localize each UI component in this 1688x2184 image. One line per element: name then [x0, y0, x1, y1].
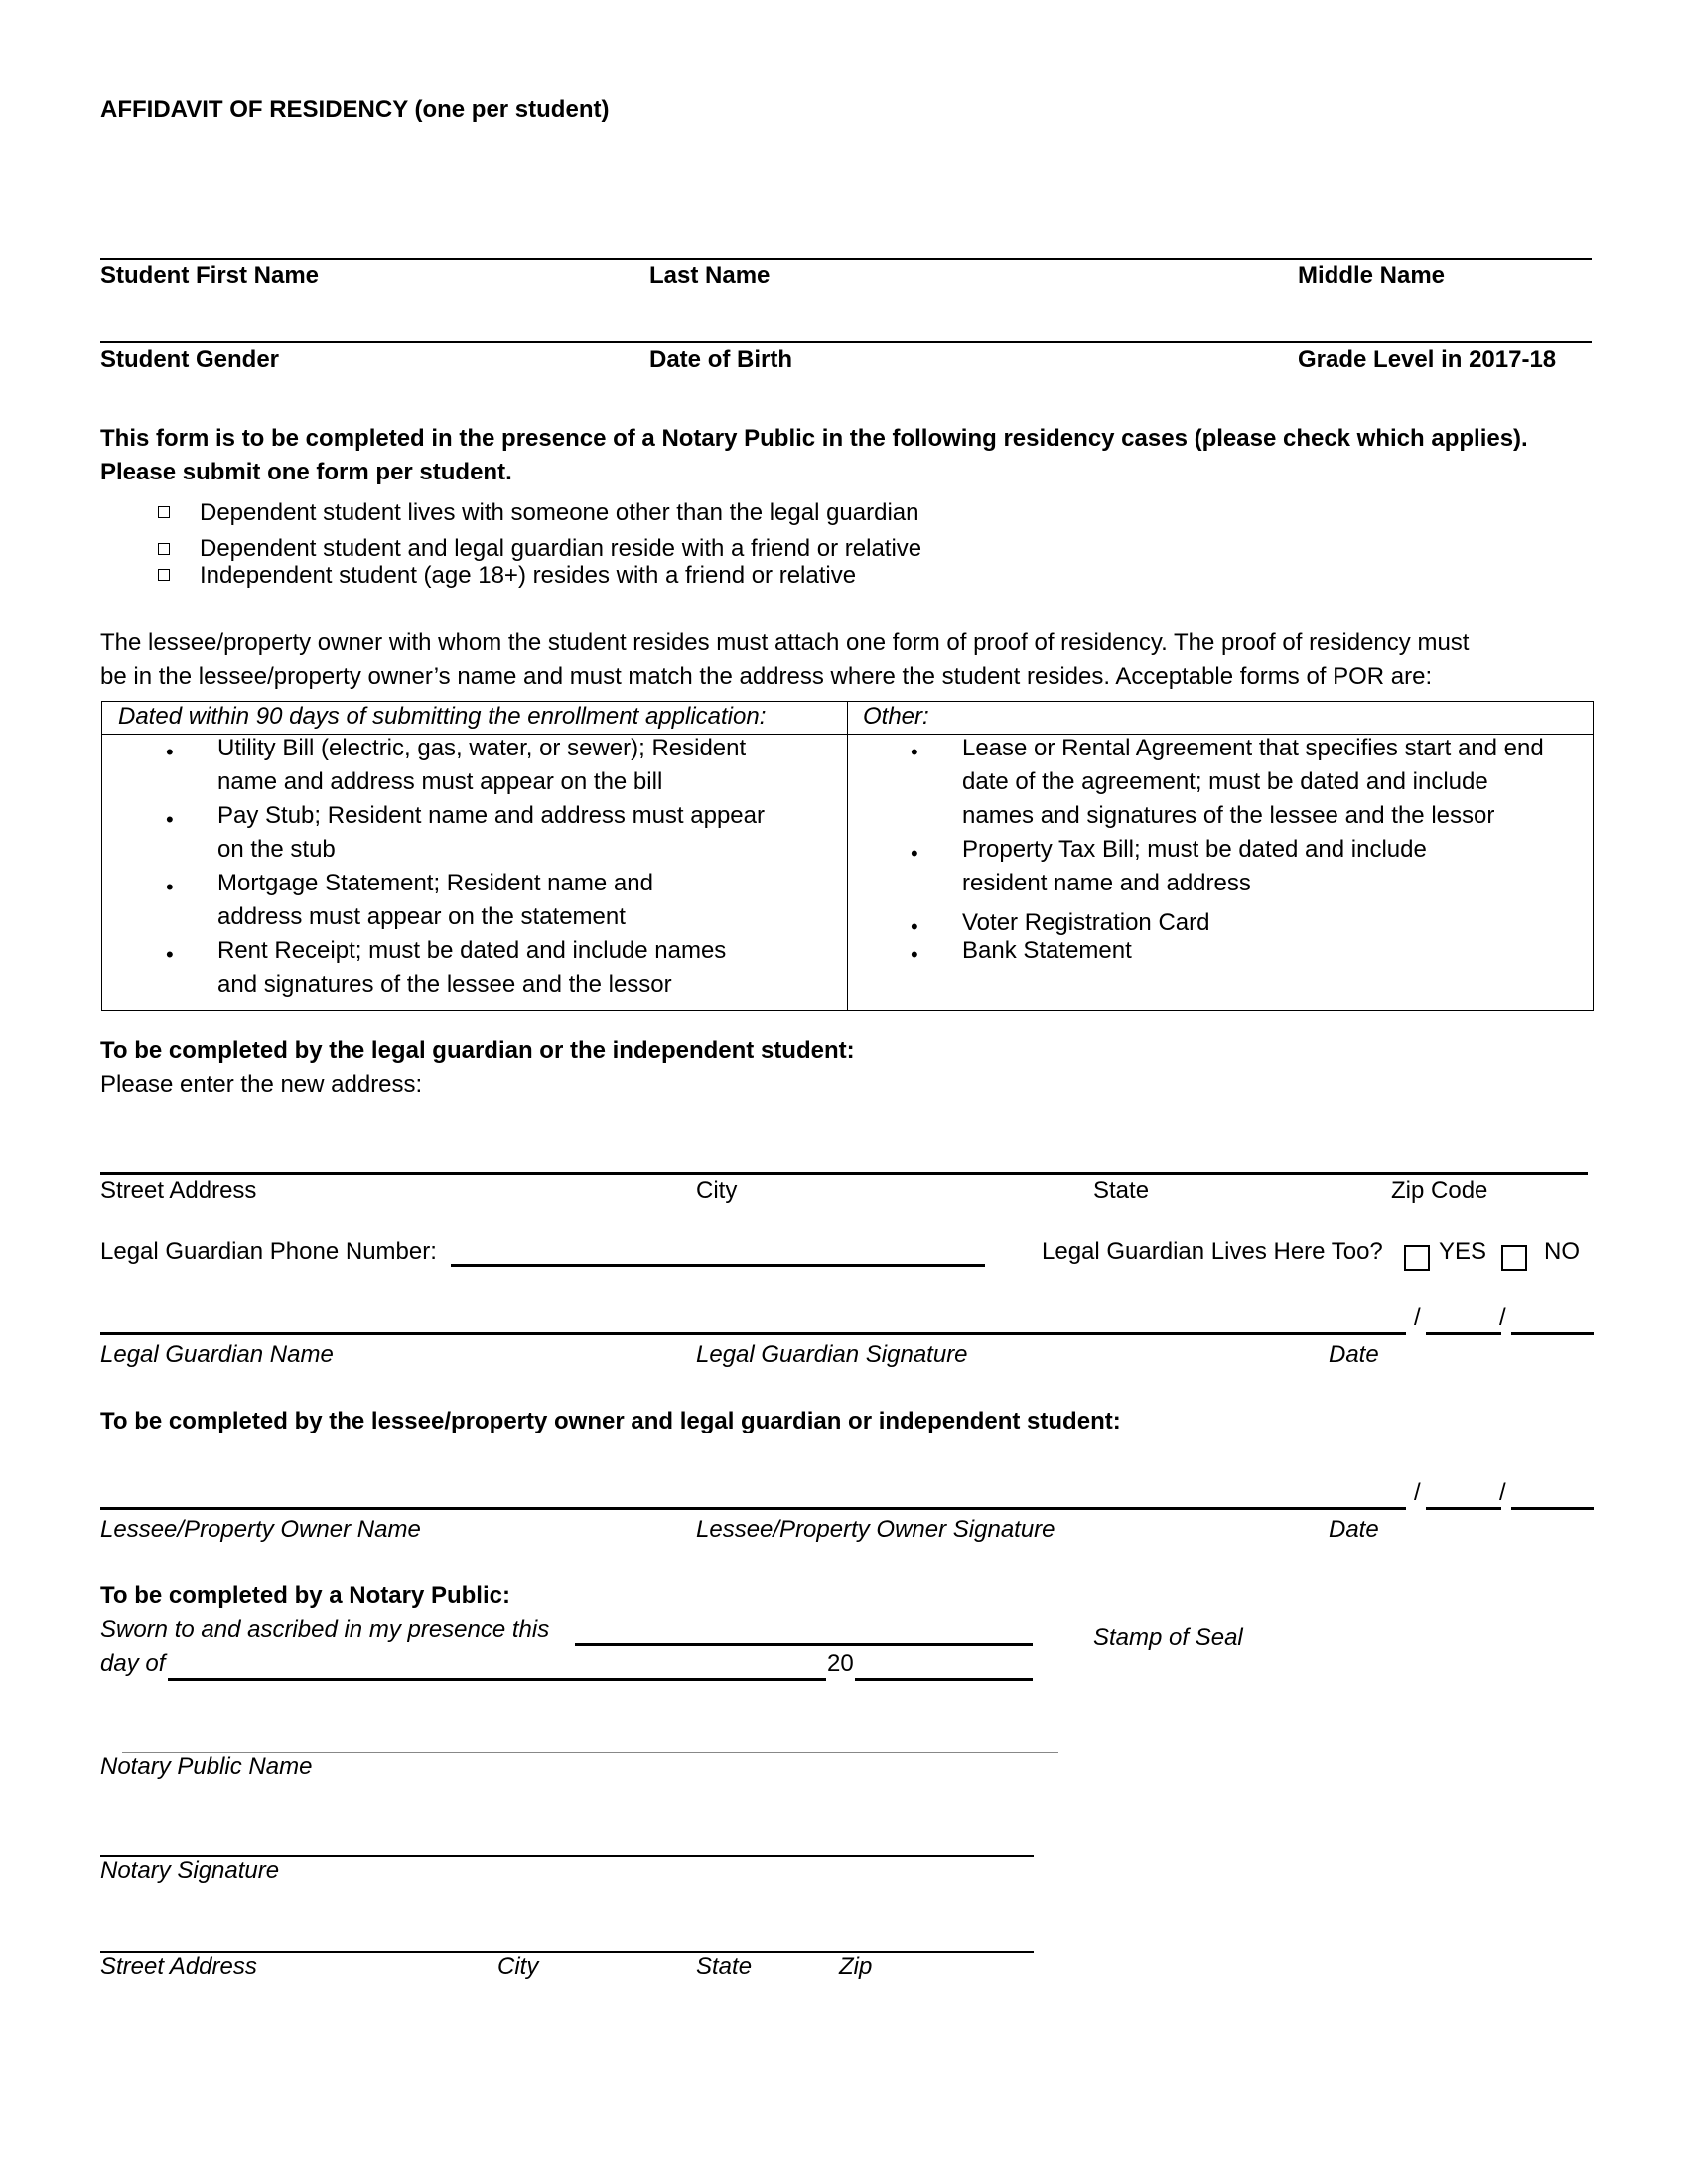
address-line[interactable]: [100, 1172, 1588, 1175]
bullet-icon: •: [911, 942, 918, 967]
por-left-item-2b: on the stub: [217, 836, 336, 863]
lessee-date-day-field[interactable]: [1426, 1507, 1501, 1510]
case-label-2: Dependent student and legal guardian reside with a friend or relative: [200, 535, 922, 562]
case-label-3: Independent student (age 18+) resides with a friend or relative: [200, 562, 857, 589]
guardian-section-heading: To be completed by the legal guardian or the independent student:: [100, 1037, 855, 1064]
por-right-item-3: Voter Registration Card: [962, 909, 1210, 936]
por-left-item-1a: Utility Bill (electric, gas, water, or sewer); Resident: [217, 735, 747, 761]
por-left-item-3b: address must appear on the statement: [217, 903, 626, 930]
lessee-section-heading: To be completed by the lessee/property owner and legal guardian or independent student:: [100, 1408, 1121, 1434]
por-left-item-4b: and signatures of the lessee and the lessor: [217, 971, 672, 998]
case-label-1: Dependent student lives with someone other than the legal guardian: [200, 499, 919, 526]
notary-state-label: State: [696, 1953, 753, 1979]
student-first-name-label: Student First Name: [100, 262, 320, 289]
notary-year-field[interactable]: [855, 1678, 1033, 1681]
notary-month-field[interactable]: [168, 1678, 826, 1681]
por-table: [101, 701, 1594, 1011]
lives-here-yes-label: YES: [1439, 1238, 1487, 1265]
grade-level-label: Grade Level in 2017-18: [1298, 346, 1557, 373]
lessee-signature-label: Lessee/Property Owner Signature: [696, 1516, 1055, 1543]
notary-year-prefix: 20: [827, 1650, 854, 1677]
lives-here-no-checkbox[interactable]: [1501, 1245, 1527, 1271]
notary-signature-label: Notary Signature: [100, 1857, 280, 1884]
guardian-phone-field[interactable]: [451, 1264, 985, 1267]
lessee-name-label: Lessee/Property Owner Name: [100, 1516, 421, 1543]
por-right-item-1c: names and signatures of the lessee and the lessor: [962, 802, 1495, 829]
por-right-item-2b: resident name and address: [962, 870, 1251, 896]
case-checkbox-2[interactable]: [158, 543, 170, 555]
bullet-icon: •: [166, 875, 174, 899]
por-right-item-1a: Lease or Rental Agreement that specifies start and end: [962, 735, 1544, 761]
instructions-line-2: Please submit one form per student.: [100, 459, 512, 485]
notary-street-label: Street Address: [100, 1953, 257, 1979]
date-of-birth-label: Date of Birth: [649, 346, 792, 373]
por-left-item-4a: Rent Receipt; must be dated and include names: [217, 937, 727, 964]
case-checkbox-3[interactable]: [158, 569, 170, 581]
case-checkbox-1[interactable]: [158, 506, 170, 518]
proof-text-line-1: The lessee/property owner with whom the student resides must attach one form of proof of residency. The proof of residency must: [100, 629, 1470, 656]
student-gender-label: Student Gender: [100, 346, 280, 373]
bullet-icon: •: [166, 807, 174, 832]
notary-day-of-label: day of: [100, 1650, 166, 1677]
student-details-line[interactable]: [100, 341, 1592, 343]
lives-here-yes-checkbox[interactable]: [1404, 1245, 1430, 1271]
notary-city-label: City: [497, 1953, 539, 1979]
street-address-label: Street Address: [100, 1177, 257, 1204]
bullet-icon: •: [911, 841, 918, 866]
por-table-divider: [847, 702, 848, 1010]
notary-day-field[interactable]: [575, 1643, 1033, 1646]
lessee-date-label: Date: [1329, 1516, 1379, 1543]
state-label: State: [1093, 1177, 1150, 1204]
zip-code-label: Zip Code: [1391, 1177, 1488, 1204]
proof-text-line-2: be in the lessee/property owner’s name and must match the address where the student resides. Acceptable forms of POR are:: [100, 663, 1433, 690]
instructions-line-1: This form is to be completed in the presence of a Notary Public in the following residency cases (please check which applies).: [100, 425, 1528, 452]
guardian-signature-line[interactable]: [100, 1332, 1406, 1335]
document-title: AFFIDAVIT OF RESIDENCY (one per student): [100, 96, 610, 123]
guardian-date-label: Date: [1329, 1341, 1379, 1368]
bullet-icon: •: [911, 914, 918, 939]
guardian-phone-label: Legal Guardian Phone Number:: [100, 1238, 437, 1265]
por-right-item-2a: Property Tax Bill; must be dated and include: [962, 836, 1427, 863]
por-left-item-3a: Mortgage Statement; Resident name and: [217, 870, 653, 896]
bullet-icon: •: [166, 740, 174, 764]
por-right-item-4: Bank Statement: [962, 937, 1132, 964]
notary-name-label: Notary Public Name: [100, 1753, 313, 1780]
por-left-header: Dated within 90 days of submitting the enrollment application:: [118, 703, 767, 730]
bullet-icon: •: [911, 740, 918, 764]
notary-zip-label: Zip: [839, 1953, 873, 1979]
guardian-date-day-field[interactable]: [1426, 1332, 1501, 1335]
lives-here-no-label: NO: [1544, 1238, 1580, 1265]
guardian-name-label: Legal Guardian Name: [100, 1341, 334, 1368]
date-slash: /: [1414, 1479, 1421, 1506]
por-right-item-1b: date of the agreement; must be dated and include: [962, 768, 1488, 795]
guardian-date-year-field[interactable]: [1511, 1332, 1594, 1335]
notary-section-heading: To be completed by a Notary Public:: [100, 1582, 510, 1609]
guardian-signature-label: Legal Guardian Signature: [696, 1341, 968, 1368]
guardian-lives-here-label: Legal Guardian Lives Here Too?: [1042, 1238, 1383, 1265]
student-name-line[interactable]: [100, 258, 1592, 260]
lessee-date-year-field[interactable]: [1511, 1507, 1594, 1510]
date-slash: /: [1414, 1304, 1421, 1331]
student-middle-name-label: Middle Name: [1298, 262, 1446, 289]
lessee-signature-line[interactable]: [100, 1507, 1406, 1510]
por-left-item-2a: Pay Stub; Resident name and address must appear: [217, 802, 765, 829]
city-label: City: [696, 1177, 738, 1204]
date-slash: /: [1499, 1304, 1506, 1331]
por-left-item-1b: name and address must appear on the bill: [217, 768, 663, 795]
bullet-icon: •: [166, 942, 174, 967]
date-slash: /: [1499, 1479, 1506, 1506]
notary-sworn-label: Sworn to and ascribed in my presence this: [100, 1616, 550, 1643]
por-right-header: Other:: [863, 703, 929, 730]
student-last-name-label: Last Name: [649, 262, 771, 289]
guardian-section-subheading: Please enter the new address:: [100, 1071, 423, 1098]
stamp-of-seal-label: Stamp of Seal: [1093, 1624, 1243, 1651]
